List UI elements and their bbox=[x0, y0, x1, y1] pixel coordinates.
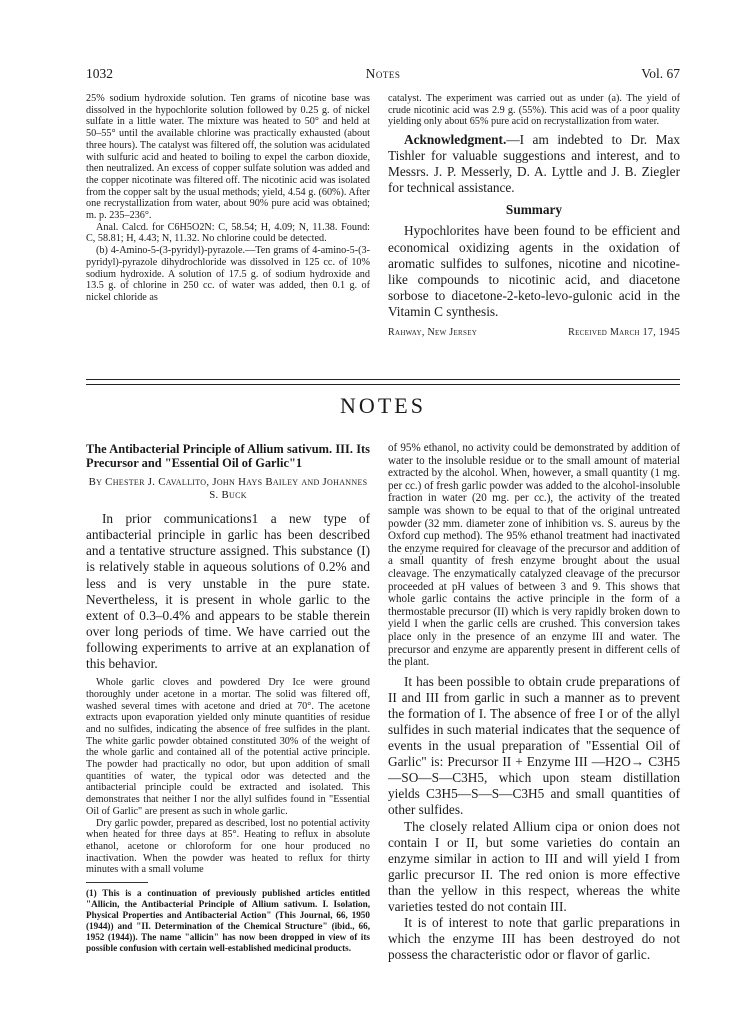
paragraph: 25% sodium hydroxide solution. Ten grams of nicotine base was dissolved in the hypochlorite solution followed by 0.25 g. of nickel sulfate in a little water. The mixture was heated to 50° and held at 50–55° until the available chlorine was practically exhausted (about three hours). The catalyst was filtered off, the solution was acidulated with sulfuric acid and heated to boiling to expel the carbon dioxide, then neutralized. An excess of copper sulfate solution was added and the copper nicotinate was filtered off. The nicotinic acid was isolated from the copper salt by the usual methods; yield, 4.54 g. (60%). After one recrystallization from water, about 90% pure acid was obtained; m. p. 235–236°. bbox=[86, 93, 370, 222]
paragraph: Dry garlic powder, prepared as described, lost no potential activity when heated for three days at 85°. Heating to reflux in absolute ethanol, acetone or chloroform for one hour produced no inactivation. When the powder was heated to reflux for thirty minutes with a small volume bbox=[86, 817, 370, 876]
location: Rahway, New Jersey bbox=[388, 327, 478, 339]
page-number: 1032 bbox=[86, 66, 113, 81]
bottom-left-column bbox=[86, 442, 370, 954]
page-header bbox=[86, 66, 680, 82]
running-title: Notes bbox=[365, 66, 401, 81]
paragraph: The closely related Allium cipa or onion does not contain I or II, but some varieties do contain an enzyme similar in action to III and will yield I from garlic precursor II. The red onion is more effective than the yellow in this respect, whereas the white varieties tested do not contain III. bbox=[388, 818, 680, 914]
paragraph: It is of interest to note that garlic preparations in which the enzyme III has been destroyed do not possess the characteristic odor or flavor of garlic. bbox=[388, 915, 680, 963]
footnote-rule bbox=[86, 882, 148, 883]
received-date: Received March 17, 1945 bbox=[568, 327, 680, 339]
analysis-paragraph: Anal. Calcd. for C6H5O2N: C, 58.54; H, 4.09; N, 11.38. Found: C, 58.81; H, 4.43; N, 11.32. No chlorine could be detected. bbox=[86, 221, 370, 245]
intro-paragraph: In prior communications1 a new type of antibacterial principle in garlic has been described and a tentative structure assigned. This substance (I) is relatively stable in aqueous solutions of 0.2% and less and is very unstable in the pure state. Nevertheless, it is present in whole garlic to the extent of 0.3–0.4% and appears to be stable therein over long periods of time. We have carried out the following experiments to arrive at an explanation of this behavior. bbox=[86, 511, 370, 672]
paragraph: (b) 4-Amino-5-(3-pyridyl)-pyrazole.—Ten grams of 4-amino-5-(3-pyridyl)-pyrazole dihydrochloride was dissolved in 125 cc. of 10% sodium hydroxide. A solution of 17.5 g. of sodium hydroxide and 13.5 g. of chlorine in 250 cc. of water was added, then 0.1 g. of nickel chloride as bbox=[86, 245, 370, 303]
volume-label: Vol. 67 bbox=[641, 66, 680, 81]
footnote: (1) This is a continuation of previously published articles entitled "Allicin, the Antibacterial Principle of Allium sativum. I. Isolation, Physical Properties and Antibacterial Action" (This Journal, 66, 1950 (1944)) and "II. Determination of the Chemical Structure" (ibid., 66, 1952 (1944)). The name "allicin" has now been dropped in view of its possible confusion with certain well-established medicinal products. bbox=[86, 888, 370, 954]
acknowledgment-heading: Acknowledgment. bbox=[404, 132, 507, 148]
article-title: The Antibacterial Principle of Allium sativum. III. Its Precursor and "Essential Oil of Garlic"1 bbox=[86, 442, 370, 470]
acknowledgment-body: —I am indebted to Dr. Max Tishler for valuable suggestions and interest, and to Messrs. J. P. Messerly, D. A. Lyttle and J. B. Ziegler for technical assistance. bbox=[388, 132, 680, 196]
article-authors: By Chester J. Cavallito, John Hays Bailey and Johannes S. Buck bbox=[88, 476, 368, 501]
summary-body: Hypochlorites have been found to be efficient and economical oxidizing agents in the oxidation of aromatic sulfides to sulfones, nicotine and nicotine-like compounds to nicotinic acid, and diacetone sorbose to diacetone-2-keto-levo-gulonic acid in the Vitamin C synthesis. bbox=[388, 223, 680, 319]
paragraph: catalyst. The experiment was carried out as under (a). The yield of crude nicotinic acid was 2.9 g. (55%). This acid was of a poor quality yielding only about 65% pure acid on recrystallization from water. bbox=[388, 93, 680, 128]
top-right-column bbox=[388, 93, 680, 338]
section-title: NOTES bbox=[340, 393, 426, 418]
section-rule-top bbox=[86, 379, 680, 380]
bottom-right-column bbox=[388, 442, 680, 963]
section-rule-bottom bbox=[86, 384, 680, 385]
paragraph: of 95% ethanol, no activity could be demonstrated by addition of water to the insoluble residue or to the small amount of material extracted by the alcohol. When, however, a small quantity (1 mg. per cc.) of fresh garlic powder was added to the alcohol-insoluble fraction in water (20 mg. per cc.), the activity of the treated sample was shown to be equal to that of the original untreated powder (32 mm. diameter zone of inhibition vs. S. aureus by the Oxford cup method). The 95% ethanol treatment had inactivated the enzyme required for cleavage of the precursor and addition of a small quantity of fresh enzyme brought about the usual cleavage. The enzymatically catalyzed cleavage of the precursor proceeded at pH values of between 3 and 9. This shows that whole garlic contains the active principle in the form of a thermostable precursor (II) which is very rapidly broken down to yield I when the garlic cells are crushed. This conversion takes place only in the presence of an enzyme III and water. The precursor and enzyme are apparently present in different cells of the plant. bbox=[388, 442, 680, 669]
paragraph: It has been possible to obtain crude preparations of II and III from garlic in such a manner as to prevent the formation of I. The absence of free I or of the allyl sulfides in such material indicates that the sequence of events in the usual preparation of "Essential Oil of Garlic" is: Precursor II + Enzyme III —H2O→ C3H5—SO—S—C3H5, which upon steam distillation yields C3H5—S—S—C3H5 and small quantities of other sulfides. bbox=[388, 673, 680, 818]
top-left-column bbox=[86, 93, 370, 304]
acknowledgment-paragraph bbox=[388, 132, 680, 196]
paragraph: Whole garlic cloves and powdered Dry Ice were ground thoroughly under acetone in a mortar. The solid was filtered off, washed several times with acetone and dried at 70°. The acetone extracts upon evaporation yielded only minute quantities of residue and no sulfides, indicating the absence of free sulfides in the plant. The white garlic powder obtained constituted 30% of the weight of the whole garlic and contained all of the potential active principle. The powder had practically no odor, but upon addition of small quantities of water, the typical odor was detected and the antibacterial principle could be extracted and isolated. This demonstrates that neither I nor the allyl sulfides found in "Essential Oil of Garlic" are present as such in whole garlic. bbox=[86, 677, 370, 817]
summary-heading: Summary bbox=[505, 202, 563, 218]
received-line bbox=[388, 327, 680, 338]
